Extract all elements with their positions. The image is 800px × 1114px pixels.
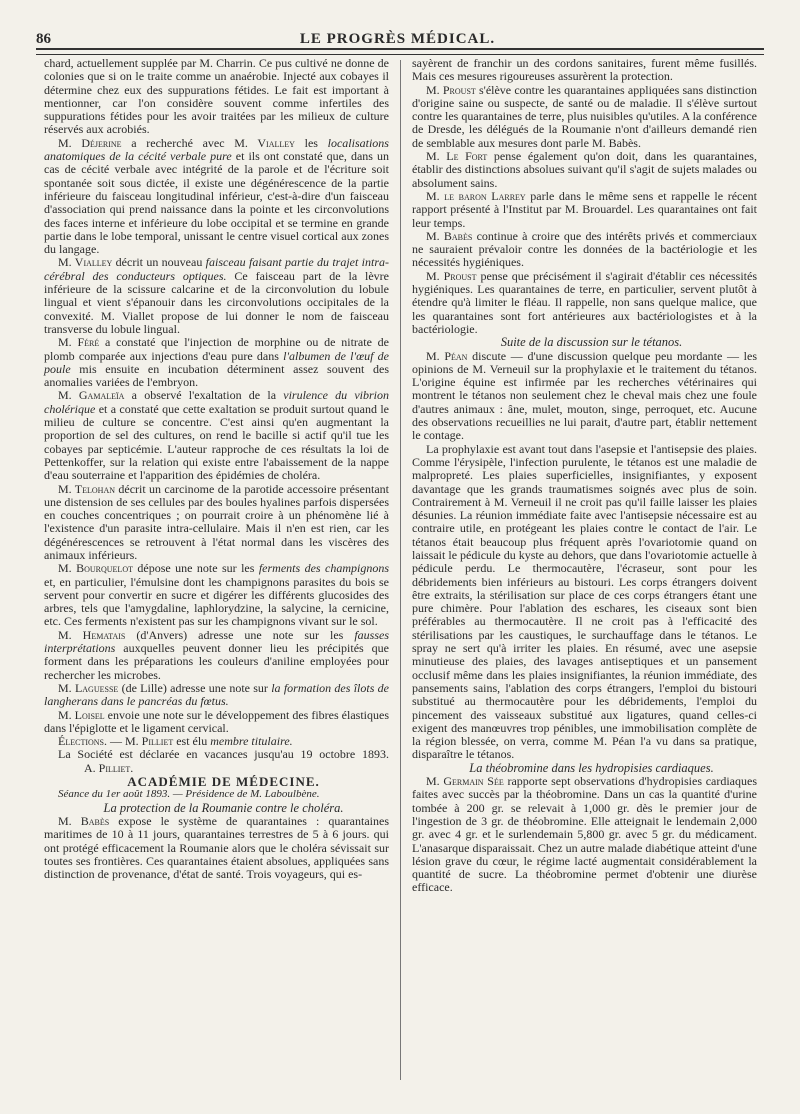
header-rule — [36, 48, 764, 55]
page-number: 86 — [36, 31, 51, 47]
section-title: La protection de la Roumanie contre le choléra. — [103, 800, 344, 815]
signature: A. Pilliet. — [84, 760, 134, 775]
paragraph: sayèrent de franchir un des cordons sanitaires, furent même fusillés. Mais ces mesures rigoureuses assurèrent la protection. — [412, 56, 757, 84]
right-column — [412, 57, 757, 895]
paragraph: M. Gamaleïa a observé l'exaltation de la virulence du vibrion cholérique et a constaté que cette exaltation se produit surtout quand le milieu de culture se concentre. C'est ainsi qu'en augmentant la proportion de sel des cultures, on rend le bacille si actif qu'il tue les cobayes par septicémie. L'auteur rapproche de ces résultats la loi de Pettenkoffer, sur la relation qui existe entre l'abaissement de la nappe d'eau souterraine et l'apparition des épidémies de choléra. — [44, 388, 390, 483]
academy-heading: ACADÉMIE DE MÉDECINE. — [127, 774, 320, 790]
left-column — [44, 57, 389, 881]
paragraph: chard, actuellement supplée par M. Charrin. Ce pus cultivé ne donne de colonies que si on le traite comme un anaérobie. Injecté aux cobayes il détermine chez eux des suppurations fétides. Le fait est important à mentionner, car l'on considère souvent comme infertiles des suppurations fétides pour les avoir traitées par les milieux de culture réservés aux acrobiés. — [44, 56, 389, 137]
paragraph: M. Bourquelot dépose une note sur les ferments des champignons et, en particulier, l'émulsine dont les champignons parasites du bois se servent pour convertir en sucre et digérer les différents glucosides des arbres, tels que l'amygdaline, laphlorydzine, la salycine, la cernicine, etc. Ces ferments n'existent pas sur les champignons vivant sur le sol. — [44, 561, 389, 629]
paragraph: M. Le Fort pense également qu'on doit, dans les quarantaines, établir des distinctions absolues suivant qu'il s'agit de sujets malades ou absolument sains. — [412, 149, 757, 190]
column-divider — [400, 60, 401, 1080]
paragraph: M. le baron Larrey parle dans le même sens et rappelle le récent rapport présenté à l'Institut par M. Brouardel. Les quarantaines ont fait leur temps. — [412, 188, 758, 230]
journal-title: LE PROGRÈS MÉDICAL. — [299, 31, 496, 47]
paragraph: La Société est déclarée en vacances jusqu'au 19 octobre 1893. A. Pilliet. — [58, 747, 389, 775]
paragraph: M. Laguesse (de Lille) adresse une note sur la formation des îlots de langherans dans le pancréas du fœtus. — [44, 680, 389, 709]
paragraph: M. Babès expose le système de quarantaines : quarantaines maritimes de 10 à 11 jours, quarantaines terrestres de 5 à 6 jours. qui ont protégé efficacement la Roumanie alors que le choléra sévissait sur toutes ses frontières. Ces quarantaines étaient absolues, appliquées sans distinction de provenance, d'état de santé. Trois voyageurs, qui es- — [44, 813, 389, 882]
paragraph: M. Hematais (d'Anvers) adresse une note sur les fausses interprétations auxquelles peuvent donner lieu les précipités que forment dans les préparations les couleurs d'aniline employées pour rechercher les microbes. — [44, 627, 389, 682]
section-title: La théobromine dans les hydropisies cardiaques. — [469, 760, 714, 775]
paragraph: M. Telohan décrit un carcinome de la parotide accessoire présentant une distension de ses cellules par des boules hyalines parfois dispersées en couches concentriques ; on pourrait croire à un phénomène lié à l'existence d'un parasite intra-cellulaire. Mais il n'en est rien, car les dégénérescences se retrouvent à l'état normal dans les viscères des animaux inférieurs. — [44, 481, 389, 562]
paragraph: M. Babès continue à croire que des intérêts privés et commerciaux ne sauraient prévaloir contre les données de la bactériologie et les nécessités hygiéniques. — [412, 228, 757, 270]
section-title: Suite de la discussion sur le tétanos. — [500, 335, 683, 350]
paragraph: M. Déjerine a recherché avec M. Vialley les localisations anatomiques de la cécité verbale pure et ils ont constaté que, dans un cas de cécité verbale avec intégrité de la parole et de l'écriture soit spontanée soit sous dictée, il existe une dégénérescence de la partie inférieure du faisceau longitudinal inférieur, c'est-à-dire d'un faisceau d'association qui prend naissance dans la pointe et les circonvolutions des faces interne et inférieure du lobe occipital et se termine en grande partie dans le lobe temporal, unissant le centre visuel cortical aux zones du langage. — [44, 135, 389, 257]
page-header — [36, 26, 764, 48]
paragraph: M. Proust s'élève contre les quarantaines appliquées sans distinction d'origine saine ou suspecte, de santé ou de maladie. Il s'élève surtout contre les quarantaines de terre, plus nuisibles qu'utiles. A la conférence de Dresde, les délégués de la Roumanie n'ont d'ailleurs demandé rien de semblable aux mesures dont parle M. Babès. — [412, 82, 757, 150]
session-line: Séance du 1er août 1893. — Présidence de M. Laboulbène. — [58, 788, 320, 801]
paragraph: M. Loisel envoie une note sur le développement des fibres élastiques dans l'épiglotte et le ligament cervical. — [44, 707, 389, 735]
paragraph: M. Proust pense que précisément il s'agirait d'établir ces nécessités hygiéniques. Les quarantaines de terre, en particulier, servent plutôt à étendre qu'à limiter le fléau. Il rappelle, non sans quelque malice, que les quarantaines sont fort antérieures aux bactériologistes et à la bactériologie. — [412, 268, 758, 336]
paragraph: M. Germain Sée rapporte sept observations d'hydropisies cardiaques faites avec succès par la théobromine. Dans un cas la quantité d'urine tombée à 200 gr. se relevait à 1,000 gr. dès le premier jour de l'ingestion de 3 gr. de théobromine. Elle atteignait le lendemain 2,000 gr. avec 4 gr. et le surlendemain 5,800 gr. avec 5 gr. du médicament. L'anasarque disparaissait. Chez un autre malade diabétique atteint d'une lésion grave du cœur, le régime lacté augmentait considérablement la quantité de sucre. La théobromine permet d'obtenir une diurèse efficace. — [412, 774, 758, 895]
paragraph: Élections. — M. Pilliet est élu membre titulaire. — [58, 734, 293, 749]
paragraph: M. Vialley décrit un nouveau faisceau faisant partie du trajet intra-cérébral des conducteurs optiques. Ce faisceau part de la lèvre inférieure de la scissure calcarine et de la circonvolution du lobule lingual et vient s'épanouir dans les circonvolutions occipitales de la convexité. M. Viallet propose de lui donner le nom de faisceau transverse du lobule lingual. — [44, 255, 389, 336]
paragraph: M. Péan discute — d'une discussion quelque peu mordante — les opinions de M. Verneuil sur la prophylaxie et le traitement du tétanos. L'origine équine est infirmée par les recherches vétérinaires qui montrent le tétanos non seulement chez le cheval mais chez une foule d'autres animaux : âne, mulet, mouton, singe, perroquet, etc. Aucune des observations recueillies ne lui parait, d'autre part, établir nettement le contage. — [412, 348, 757, 443]
paragraph: La prophylaxie est avant tout dans l'asepsie et l'antisepsie des plaies. Comme l'érysipèle, l'infection purulente, le tétanos est une maladie de malpropreté. Les plaies superficielles, insignifiantes, y exposent davantage que les grands traumatismes soignés avec plus de soin. Contrairement à M. Verneuil il ne croit pas qu'il faille laisser les plaies désunies. La réunion immédiate faite avec l'antisepsie nécessaire est au contraire utile, en protégeant les plaies contre le contact de l'air. Le tétanos était beaucoup plus fréquent après l'ovariotomie quand on laissait le pédicule du kyste au dehors, que dans l'ovariotomie actuelle à pédicule perdu. Le thermocautère, l'écraseur, sont pour les débridements bien inférieurs au bistouri. Les corps étrangers doivent être extraits, la stérilisation sur place de ces corps étrangers étant une pure chimère. Pour l'ablation des eschares, les ciseaux sont bien préférables au thermocautère. Il ne croit pas à l'efficacité des stérilisations par les caustiques, le surchauffage dans le tétanos. Le spray ne sert qu'à irriter les plaies. En résumé, avec une asepsie minutieuse des plaies, des lavages antiseptiques et un pansement occlusif même dans les plaies insignifiantes, la réunion immédiate, des pansements sains, l'ablation des corps étrangers, l'emploi du bistouri substitué au thermocautère pour les débridements, l'emploi du pincement des vaisseaux substitué aux ligatures, quand celles-ci exigent des manœuvres trop pénibles, une immobilisation complète de la région blessée, on verra, comme M. Péan l'a vu dans sa pratique, disparaître le tétanos. — [412, 441, 757, 762]
paragraph: M. Féré a constaté que l'injection de morphine ou de nitrate de plomb comparée aux injections d'eau pure dans l'albumen de l'œuf de poule mis ensuite en incubation déterminent assez souvent des anomalies variées de l'embryon. — [44, 335, 390, 390]
